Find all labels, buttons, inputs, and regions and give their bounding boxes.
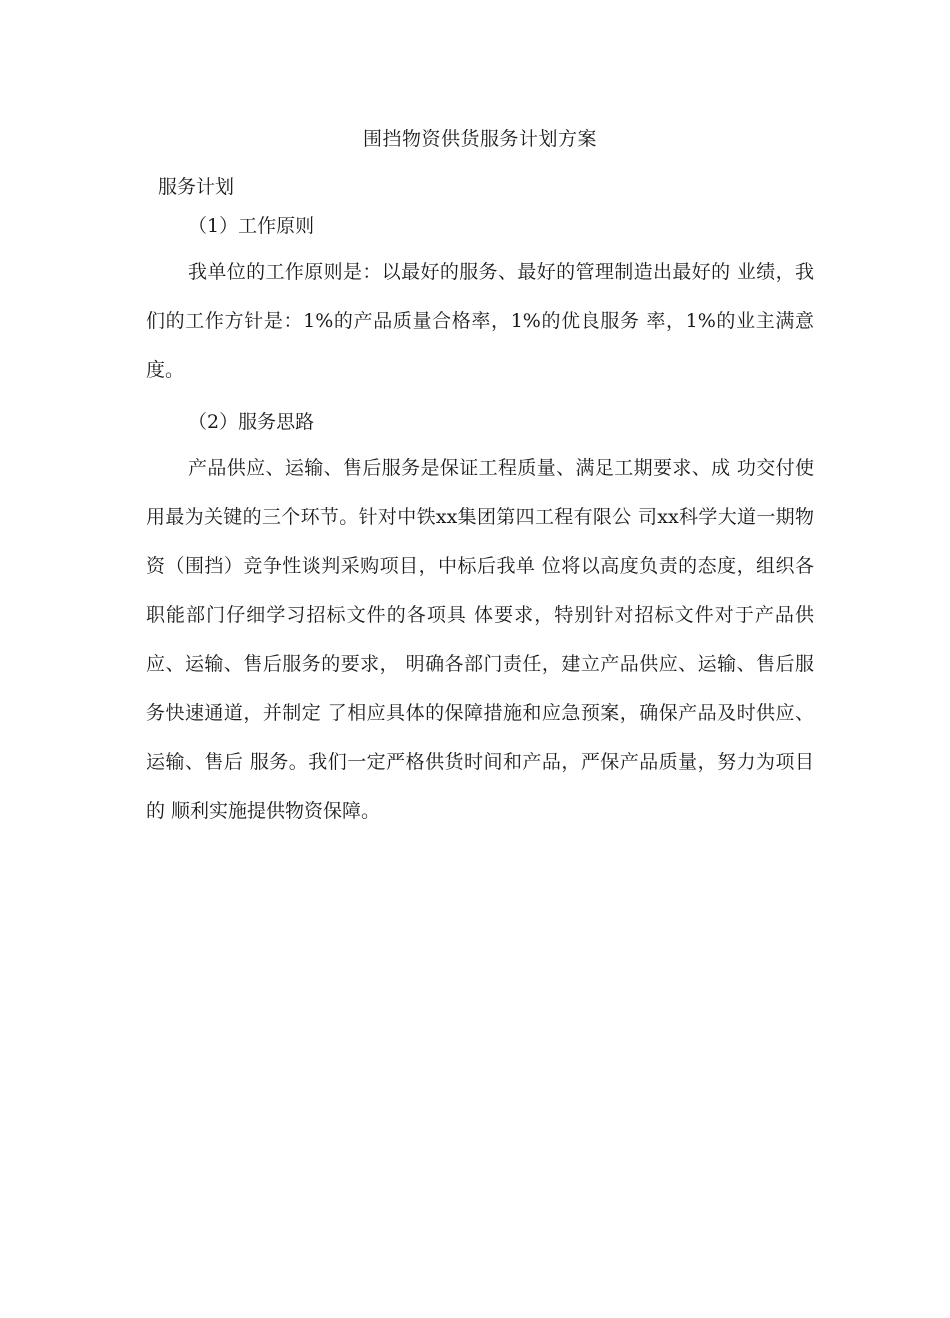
subsection-heading-service-approach: （2）服务思路 [188, 411, 315, 433]
document-title: 围挡物资供货服务计划方案 [362, 128, 597, 150]
paragraph-service-approach: 产品供应、运输、售后服务是保证工程质量、满足工期要求、成 功交付使用最为关键的三个环节。针对中铁xx集团第四工程有限公 司xx科学大道一期物资（围挡）竞争性谈判采购项目，中标后我单 位将以高度负责的态度，组织各职能部门仔细学习招标文件的各项具 体要求，特别针对招标文件对于产品供应、运输、售后服务的要求， 明确各部门责任，建立产品供应、运输、售后服务快速通道，并制定 了相应具体的保障措施和应急预案，确保产品及时供应、运输、售后 服务。我们一定严格供货时间和产品，严保产品质量，努力为项目的 顺利实施提供物资保障。 [146, 457, 814, 822]
section-title: 服务计划 [158, 176, 235, 198]
subsection-heading-work-principles: （1）工作原则 [188, 215, 315, 237]
paragraph-work-principles: 我单位的工作原则是：以最好的服务、最好的管理制造出最好的 业绩，我们的工作方针是：1%的产品质量合格率，1%的优良服务 率，1%的业主满意度。 [146, 261, 814, 381]
